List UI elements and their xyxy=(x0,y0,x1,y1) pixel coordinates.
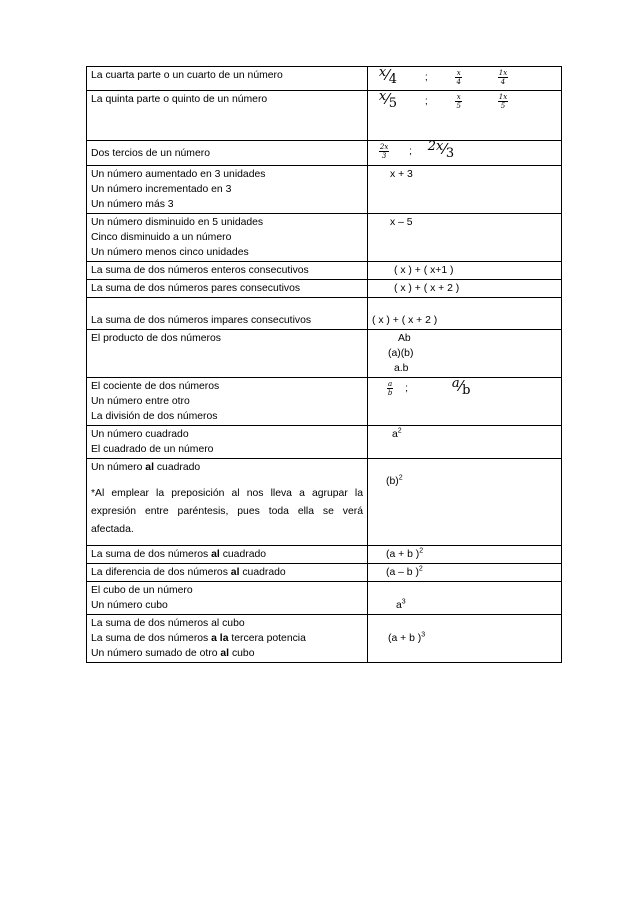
expression-text: x + 3 xyxy=(390,169,413,180)
table-row xyxy=(87,141,562,166)
stacked-fraction: $\frac{1x}{5}$ xyxy=(498,92,508,110)
phrase-text: Un número menos cinco unidades xyxy=(91,247,249,258)
expression-cell xyxy=(368,426,562,459)
expression-power: (a + b )$^3$ xyxy=(388,631,426,644)
table-row xyxy=(87,214,562,262)
phrase-cell xyxy=(87,582,368,615)
table-row xyxy=(87,459,562,546)
stacked-fraction: $\frac{x}{4}$ xyxy=(456,68,461,86)
stacked-fraction: $\frac{2x}{3}$ xyxy=(379,142,389,160)
phrase-text: Cinco disminuido a un número xyxy=(91,232,232,243)
table-row xyxy=(87,615,562,663)
phrase-text: Un número más 3 xyxy=(91,199,174,210)
expression-text: ( x ) + ( x + 2 ) xyxy=(394,283,460,294)
phrase-cell xyxy=(87,280,368,298)
separator: ; xyxy=(424,72,428,83)
phrase-cell xyxy=(87,546,368,564)
expression-power: (a – b )$^2$ xyxy=(386,565,423,578)
stacked-fraction: $\frac{a}{b}$ xyxy=(387,379,393,397)
phrase-text: La división de dos números xyxy=(91,411,218,422)
separator: ; xyxy=(409,146,412,157)
phrase-text: La suma de dos números al cuadrado xyxy=(91,549,267,560)
slash-fraction: x⁄4 xyxy=(378,65,398,87)
expression-cell xyxy=(368,214,562,262)
phrase-cell xyxy=(87,166,368,214)
expression-cell xyxy=(368,262,562,280)
phrase-cell xyxy=(87,298,368,330)
expression-cell xyxy=(368,91,562,141)
phrase-text: Un número sumado de otro al cubo xyxy=(91,648,255,659)
expression-power: $a^2$ xyxy=(392,427,402,440)
table-row xyxy=(87,298,562,330)
phrase-text: Un número aumentado en 3 unidades xyxy=(91,169,266,180)
phrase-text: Un número cubo xyxy=(91,600,168,611)
table-row xyxy=(87,426,562,459)
phrase-text: Dos tercios de un número xyxy=(91,147,210,159)
phrase-cell xyxy=(87,378,368,426)
phrase-text: La cuarta parte o un cuarto de un número xyxy=(91,70,283,81)
table-row xyxy=(87,280,562,298)
expression-power: $(b)^2$ xyxy=(386,474,403,487)
expression-cell xyxy=(368,330,562,378)
phrase-text: Un número disminuido en 5 unidades xyxy=(91,217,264,228)
phrase-text: El cuadrado de un número xyxy=(91,444,214,455)
expression-cell xyxy=(368,141,562,166)
phrase-text: Un número al cuadrado xyxy=(91,462,201,473)
table-row xyxy=(87,166,562,214)
expression-power: (a + b )$^2$ xyxy=(386,547,424,560)
expression-cell xyxy=(368,378,562,426)
phrase-cell xyxy=(87,141,368,166)
table-row xyxy=(87,378,562,426)
phrase-cell xyxy=(87,214,368,262)
expression-text: Ab xyxy=(398,333,411,344)
phrase-text: Un número incrementado en 3 xyxy=(91,184,232,195)
phrase-cell xyxy=(87,67,368,91)
phrase-text: El cubo de un número xyxy=(91,585,193,596)
table-row xyxy=(87,564,562,582)
phrase-text: La suma de dos números enteros consecutivos xyxy=(91,265,309,276)
stacked-fraction: $\frac{1x}{4}$ xyxy=(498,68,508,86)
phrase-text: La suma de dos números al cubo xyxy=(91,618,245,629)
slash-fraction: a⁄b xyxy=(451,376,471,398)
table-row xyxy=(87,546,562,564)
expression-power: $a^3$ xyxy=(396,598,406,611)
table-row xyxy=(87,330,562,378)
phrase-text: La diferencia de dos números al cuadrado xyxy=(91,567,286,578)
expression-cell xyxy=(368,459,562,546)
phrase-cell xyxy=(87,426,368,459)
expression-fractions xyxy=(372,89,557,111)
phrase-text: El cociente de dos números xyxy=(91,381,220,392)
expression-fractions xyxy=(372,376,557,398)
phrase-text: La quinta parte o quinto de un número xyxy=(91,94,268,105)
phrase-cell xyxy=(87,330,368,378)
table-row xyxy=(87,67,562,91)
expression-text: x – 5 xyxy=(390,217,413,228)
expression-text: ( x ) + ( x+1 ) xyxy=(394,265,454,276)
expression-cell xyxy=(368,582,562,615)
expression-text: (a)(b) xyxy=(388,348,414,359)
phrase-text: El producto de dos números xyxy=(91,333,221,344)
phrase-cell xyxy=(87,262,368,280)
expression-cell xyxy=(368,166,562,214)
expression-text: a.b xyxy=(394,363,409,374)
expression-cell xyxy=(368,67,562,91)
phrase-text: La suma de dos números a la tercera potencia xyxy=(91,633,306,644)
expression-cell xyxy=(368,298,562,330)
expression-fractions xyxy=(372,139,557,161)
expression-cell xyxy=(368,615,562,663)
table-row xyxy=(87,91,562,141)
phrase-cell xyxy=(87,91,368,141)
footnote-text: *Al emplear la preposición al nos lleva a agrupar la expresión entre paréntesis, pues toda ella se verá afectada. xyxy=(91,488,363,535)
separator: ; xyxy=(424,96,428,107)
expression-fractions xyxy=(372,65,557,87)
phrase-text: La suma de dos números pares consecutivos xyxy=(91,283,301,294)
slash-fraction: 2x⁄3 xyxy=(427,139,455,161)
expression-cell xyxy=(368,564,562,582)
table-row xyxy=(87,262,562,280)
phrase-cell xyxy=(87,564,368,582)
separator: ; xyxy=(405,383,409,394)
expressions-table xyxy=(86,66,562,663)
expression-text: ( x ) + ( x + 2 ) xyxy=(372,315,438,326)
phrase-text: Un número cuadrado xyxy=(91,429,189,440)
phrase-text: Un número entre otro xyxy=(91,396,190,407)
table-row xyxy=(87,582,562,615)
slash-fraction: x⁄5 xyxy=(378,89,398,111)
phrase-cell xyxy=(87,459,368,546)
stacked-fraction: $\frac{x}{5}$ xyxy=(456,92,461,110)
phrase-cell xyxy=(87,615,368,663)
phrase-text: La suma de dos números impares consecutivos xyxy=(91,315,312,326)
expression-cell xyxy=(368,546,562,564)
expression-cell xyxy=(368,280,562,298)
